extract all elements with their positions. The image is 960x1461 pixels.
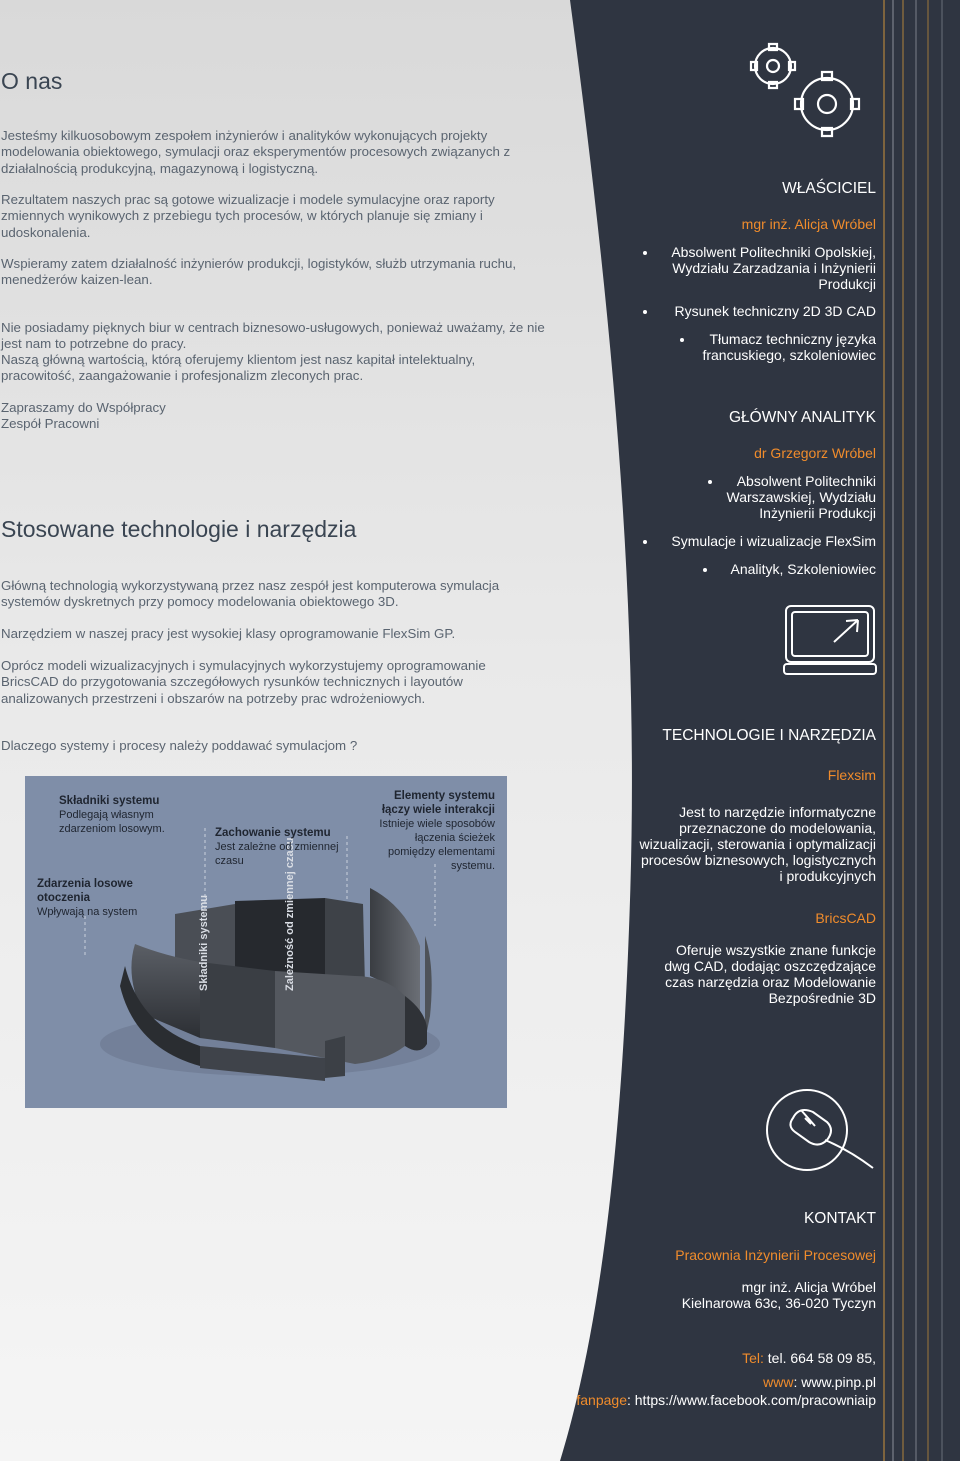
label-random-events-title: Zdarzenia losowe otoczenia: [37, 878, 133, 904]
fanpage-value: : https://www.facebook.com/pracowniaip: [626, 1392, 876, 1408]
label-behavior: [215, 826, 365, 868]
tech-question: Dlaczego systemy i procesy należy poddawać symulacjom ?: [1, 738, 358, 753]
label-interactions-text: Istnieje wiele sposobów łączenia ścieżek pomiędzy elementami systemu.: [379, 818, 495, 872]
contact-address: Kielnarowa 63c, 36-020 Tyczyn: [681, 1295, 876, 1311]
tech-title: Stosowane technologie i narzędzia: [1, 516, 357, 542]
gears-icon: [745, 40, 870, 140]
about-paragraph-1: Jesteśmy kilkuosobowym zespołem inżynierów i analityków wykonujących projekty modelowania obiektowego, symulacji oraz eksperymentów procesowych związanych z działalnością produkcyjną, magazynową i logistyczną.: [1, 128, 511, 176]
label-interactions: [365, 789, 495, 873]
tech-paragraph-1: Główną technologią wykorzystywaną przez nasz zespół jest komputerowa symulacja systemów dyskretnych przy pomocy modelowania obiektowego 3D.: [1, 578, 500, 610]
tech-paragraph-2: Narzędziem w naszej pracy jest wysokiej klasy oprogramowanie FlexSim GP.: [1, 626, 456, 641]
label-interactions-title: Elementy systemu łączy wiele interakcji: [381, 790, 495, 816]
system-diagram: [25, 776, 507, 1108]
label-components: [59, 794, 209, 836]
tool-flexsim-name: Flexsim: [827, 767, 876, 783]
label-components-title: Składniki systemu: [59, 795, 160, 807]
www-label: www: [763, 1374, 794, 1390]
monitor-cursor-icon: [782, 604, 878, 676]
owner-item-3: Tłumacz techniczny języka francuskiego, szkoleniowiec: [702, 331, 876, 363]
tool-bricscad-text: Oferuje wszystkie znane funkcje dwg CAD, dodając oszczędzające czas narzędzia oraz Modelowanie Bezpośrednie 3D: [664, 942, 876, 1006]
analyst-name: dr Grzegorz Wróbel: [754, 445, 876, 461]
owner-bullet-3: [680, 338, 684, 342]
label-random-events: [37, 877, 147, 919]
label-random-events-text: Wpływają na system: [37, 906, 138, 918]
owner-name: mgr inż. Alicja Wróbel: [741, 216, 876, 232]
label-behavior-title: Zachowanie systemu: [215, 827, 331, 839]
owner-bullet-2: [643, 310, 647, 314]
segment-label-components: Składniki systemu: [198, 895, 210, 991]
www-value: : www.pinp.pl: [793, 1374, 876, 1390]
label-behavior-text: Jest zależne od zmiennej czasu: [215, 841, 339, 867]
analyst-item-1: Absolwent Politechniki Warszawskiej, Wydziału Inżynierii Produkcji: [726, 473, 876, 521]
contact-heading: KONTAKT: [803, 1210, 876, 1227]
label-components-text: Podlegają własnym zdarzeniom losowym.: [59, 809, 165, 835]
analyst-item-2: Symulacje i wizualizacje FlexSim: [671, 533, 876, 549]
about-paragraph-3: Wspieramy zatem działalność inżynierów produkcji, logistyków, służb utrzymania ruchu, menedżerów kaizen-lean.: [1, 256, 517, 288]
analyst-heading: GŁÓWNY ANALITYK: [728, 409, 876, 426]
contact-person: mgr inż. Alicja Wróbel: [741, 1279, 876, 1295]
tech-paragraph-3: Oprócz modeli wizualizacyjnych i symulacyjnych wykorzystujemy oprogramowanie BricsCAD do przygotowania szczegółowych rysunków technicznych i layoutów analizowanych przestrzeni i obszarów na potrzeby prac wdrożeniowych.: [1, 658, 486, 706]
contact-www[interactable]: [763, 1374, 876, 1390]
tool-flexsim-text: Jest to narzędzie informatyczne przeznaczone do modelowania, wizualizacji, sterowania i optymalizacji procesów biznesowych, logistycznych i produkcyjnych: [639, 804, 876, 884]
analyst-item-3: Analityk, Szkoleniowiec: [730, 561, 876, 577]
phone-label: Tel:: [742, 1350, 764, 1366]
contact-fanpage[interactable]: [576, 1392, 876, 1408]
about-paragraph-2: Rezultatem naszych prac są gotowe wizualizacje i modele symulacyjne oraz raporty zmiennych wynikowych z przebiegu tych procesów, w których planuje się zmiany i udoskonalenia.: [1, 192, 495, 240]
segment-label-time: Zależność od zmiennej czasu: [284, 837, 296, 991]
contact-company: Pracownia Inżynierii Procesowej: [675, 1247, 876, 1263]
analyst-bullet-3: [703, 568, 707, 572]
phone-value: tel. 664 58 09 85,: [763, 1350, 876, 1366]
invite-line-2: Zespół Pracowni: [1, 416, 100, 431]
invite-line-1: Zapraszamy do Współpracy: [1, 400, 166, 415]
analyst-bullet-2: [643, 540, 647, 544]
mouse-icon: [765, 1088, 877, 1174]
about-paragraph-4a: Nie posiadamy pięknych biur w centrach biznesowo-usługowych, ponieważ uważamy, że nie jest nam to potrzebne do pracy.: [1, 320, 545, 352]
about-title: O nas: [1, 68, 63, 94]
contact-phone[interactable]: [742, 1350, 876, 1366]
about-paragraph-4b: Naszą główną wartością, którą oferujemy klientom jest nasz kapitał intelektualny, pracowitość, zaangażowanie i profesjonalizm zleconych prac.: [1, 352, 476, 384]
owner-heading: WŁAŚCICIEL: [782, 180, 876, 197]
owner-item-2: Rysunek techniczny 2D 3D CAD: [674, 303, 876, 319]
tools-heading: TECHNOLOGIE I NARZĘDZIA: [662, 727, 876, 744]
owner-item-1: Absolwent Politechniki Opolskiej, Wydziału Zarzadzania i Inżynierii Produkcji: [671, 244, 876, 292]
tool-bricscad-name: BricsCAD: [815, 910, 876, 926]
fanpage-label: fanpage: [576, 1392, 627, 1408]
